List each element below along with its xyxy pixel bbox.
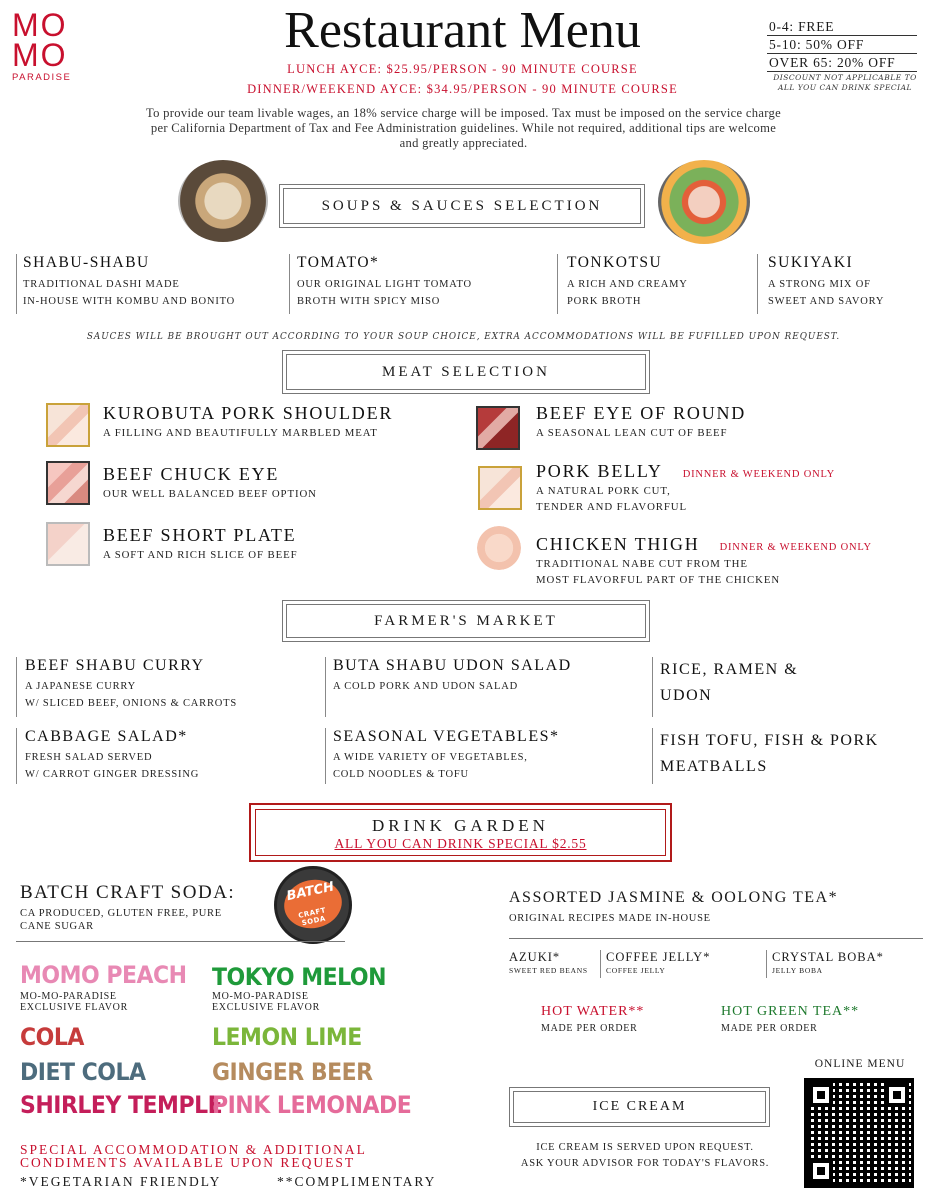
all-you-can-drink-special: ALL YOU CAN DRINK SPECIAL $2.55 — [334, 836, 587, 851]
qr-finder — [809, 1159, 833, 1183]
logo-line-3: PARADISE — [12, 72, 72, 83]
batch-soda-header — [20, 882, 280, 933]
batch-logo-subtext: CRAFT SODA — [297, 906, 327, 928]
divider — [16, 254, 17, 314]
meat-item — [103, 403, 463, 441]
divider — [600, 950, 601, 978]
online-menu-label: ONLINE MENU — [814, 1058, 906, 1070]
chuck-eye-image — [46, 461, 90, 505]
farmers-name: SEASONAL VEGETABLES* — [333, 728, 560, 745]
green-tea-item — [721, 1004, 911, 1034]
topping-item — [606, 950, 766, 976]
footer-special-line: CONDIMENTS AVAILABLE UPON REQUEST — [20, 1155, 356, 1170]
soup-desc: IN-HOUSE WITH KOMBU AND BONITO — [23, 296, 236, 307]
topping-desc: SWEET RED BEANS — [509, 966, 588, 975]
green-tea-desc: MADE PER ORDER — [721, 1023, 818, 1034]
flavor-name: MOMO PEACH — [20, 962, 187, 990]
meat-name: KUROBUTA PORK SHOULDER — [103, 403, 394, 423]
pork-belly-image — [478, 466, 522, 510]
logo-line-2: MO — [12, 37, 68, 73]
soup-desc: SWEET AND SAVORY — [768, 296, 885, 307]
ice-cream-note-line: ICE CREAM IS SERVED UPON REQUEST. — [536, 1142, 754, 1153]
drink-garden-heading — [249, 803, 672, 862]
soups-heading-text: SOUPS & SAUCES SELECTION — [283, 188, 641, 224]
divider — [652, 728, 653, 784]
farmers-item — [25, 728, 315, 783]
flavor-name: SHIRLEY TEMPLE — [20, 1092, 223, 1120]
footer-special-note — [20, 1143, 490, 1169]
farmers-name: MEATBALLS — [660, 758, 768, 775]
meat-desc: TENDER AND FLAVORFUL — [536, 501, 687, 513]
divider — [509, 938, 923, 939]
meat-name: PORK BELLY — [536, 461, 663, 481]
dinner-only-tag: DINNER & WEEKEND ONLY — [682, 469, 836, 480]
farmers-desc: A JAPANESE CURRY — [25, 681, 137, 692]
sauce-note: SAUCES WILL BE BROUGHT OUT ACCORDING TO YOUR SOUP CHOICE, EXTRA ACCOMMODATIONS WILL BE FUFILLED UPON REQUEST. — [86, 332, 841, 342]
batch-soda-desc: CA PRODUCED, GLUTEN FREE, PURE — [20, 908, 222, 919]
chicken-thigh-image — [477, 526, 521, 570]
pork-shoulder-image — [46, 403, 90, 447]
complimentary-legend: **COMPLIMENTARY — [277, 1174, 437, 1189]
divider — [652, 657, 653, 717]
meat-heading-text: MEAT SELECTION — [286, 354, 646, 390]
farmers-heading-text: FARMER'S MARKET — [286, 604, 646, 638]
flavor-desc: MO-MO-PARADISE — [20, 991, 117, 1002]
hot-water-item — [541, 1004, 711, 1034]
ice-cream-heading-text: ICE CREAM — [513, 1091, 766, 1123]
soup-name: TOMATO* — [297, 254, 380, 271]
meat-item — [103, 525, 463, 563]
divider — [757, 254, 758, 314]
divider — [16, 657, 17, 717]
batch-soda-title: BATCH CRAFT SODA: — [20, 882, 236, 903]
topping-name: COFFEE JELLY* — [606, 950, 711, 964]
lunch-price: LUNCH AYCE: $25.95/PERSON - 90 MINUTE COURSE — [287, 62, 638, 76]
soup-item — [23, 254, 283, 310]
soup-item — [768, 254, 918, 310]
meat-desc: A NATURAL PORK CUT, — [536, 485, 671, 497]
flavor-name: COLA — [20, 1024, 84, 1052]
soups-section-heading — [279, 184, 645, 228]
farmers-desc: A COLD PORK AND UDON SALAD — [333, 681, 519, 692]
meat-item — [536, 534, 916, 588]
ice-cream-heading — [509, 1087, 770, 1127]
meat-desc: TRADITIONAL NABE CUT FROM THE — [536, 558, 748, 570]
divider — [325, 657, 326, 717]
meat-desc: A SEASONAL LEAN CUT OF BEEF — [536, 427, 728, 439]
logo-line-1: MO — [12, 7, 68, 43]
batch-logo-text: BATCH — [280, 874, 347, 933]
tea-desc: ORIGINAL RECIPES MADE IN-HOUSE — [509, 913, 711, 924]
soup-desc: BROTH WITH SPICY MISO — [297, 296, 441, 307]
flavor-name: LEMON LIME — [212, 1024, 362, 1052]
flavor-name: TOKYO MELON — [212, 964, 387, 992]
farmers-name: FISH TOFU, FISH & PORK — [660, 732, 879, 749]
meat-name: CHICKEN THIGH — [536, 534, 700, 554]
meat-section-heading — [282, 350, 650, 394]
tea-title: ASSORTED JASMINE & OOLONG TEA* — [509, 889, 839, 906]
drink-garden-title: DRINK GARDEN — [372, 816, 549, 835]
farmers-item — [25, 657, 315, 712]
dinner-price: DINNER/WEEKEND AYCE: $34.95/PERSON - 90 MINUTE COURSE — [247, 82, 678, 96]
discount-table — [767, 18, 917, 72]
soda-flavor — [212, 964, 386, 1013]
meat-name: BEEF EYE OF ROUND — [536, 403, 747, 423]
soup-desc: A RICH AND CREAMY — [567, 279, 688, 290]
meat-item — [103, 464, 463, 502]
discount-note: DISCOUNT NOT APPLICABLE TO ALL YOU CAN DRINK SPECIAL — [773, 73, 917, 92]
flavor-desc: EXCLUSIVE FLAVOR — [212, 1002, 320, 1013]
topping-item — [772, 950, 922, 976]
meat-desc: MOST FLAVORFUL PART OF THE CHICKEN — [536, 574, 781, 586]
meat-item — [536, 403, 916, 441]
farmers-item — [660, 657, 920, 709]
farmers-desc: A WIDE VARIETY OF VEGETABLES, — [333, 752, 528, 763]
divider — [289, 254, 290, 314]
farmers-item — [333, 728, 643, 783]
ice-cream-note — [490, 1140, 800, 1172]
farmers-name: CABBAGE SALAD* — [25, 728, 188, 745]
page-title: Restaurant Menu — [284, 2, 641, 59]
farmers-name: UDON — [660, 687, 713, 704]
farmers-desc: W/ CARROT GINGER DRESSING — [25, 769, 200, 780]
divider — [16, 728, 17, 784]
qr-finder — [809, 1083, 833, 1107]
vegetarian-legend: *VEGETARIAN FRIENDLY — [20, 1174, 222, 1189]
meat-item — [536, 461, 916, 515]
divider — [557, 254, 558, 314]
topping-name: AZUKI* — [509, 950, 561, 964]
ice-cream-note-line: ASK YOUR ADVISOR FOR TODAY'S FLAVORS. — [520, 1158, 770, 1169]
flavor-desc: EXCLUSIVE FLAVOR — [20, 1002, 128, 1013]
soda-flavor — [20, 962, 187, 1013]
flavor-name: PINK LEMONADE — [212, 1092, 412, 1120]
short-plate-image — [46, 522, 90, 566]
farmers-item — [333, 657, 643, 695]
meat-desc: OUR WELL BALANCED BEEF OPTION — [103, 488, 317, 500]
service-charge-note: To provide our team livable wages, an 18% service charge will be imposed. Tax must be imposed on the service charge per California Department of Tax and Fee Administration guidelines. While not required, additional tips are welcome and greatly appreciated. — [146, 106, 781, 150]
farmers-market-heading — [282, 600, 650, 642]
discount-row: 5-10: 50% OFF — [767, 36, 917, 54]
batch-soda-desc: CANE SUGAR — [20, 921, 94, 932]
hotpot-image — [178, 160, 268, 242]
eye-of-round-image — [476, 406, 520, 450]
soup-item — [297, 254, 547, 310]
meat-name: BEEF SHORT PLATE — [103, 525, 297, 545]
soup-name: SHABU-SHABU — [23, 254, 150, 271]
divider — [16, 941, 345, 942]
divider — [766, 950, 767, 978]
hotpot-image — [658, 160, 750, 244]
soup-name: SUKIYAKI — [768, 254, 854, 271]
green-tea-name: HOT GREEN TEA** — [721, 1004, 860, 1019]
qr-code-icon[interactable] — [804, 1078, 914, 1188]
soup-name: TONKOTSU — [567, 254, 663, 271]
footer-special-line: SPECIAL ACCOMMODATION & ADDITIONAL — [20, 1142, 367, 1157]
flavor-name: DIET COLA — [20, 1059, 146, 1087]
topping-item — [509, 950, 601, 976]
farmers-name: RICE, RAMEN & — [660, 661, 799, 678]
batch-logo — [274, 866, 352, 944]
topping-desc: COFFEE JELLY — [606, 966, 666, 975]
flavor-desc: MO-MO-PARADISE — [212, 991, 309, 1002]
flavor-name: GINGER BEER — [212, 1059, 373, 1087]
discount-row: 0-4: FREE — [767, 18, 917, 36]
farmers-desc: W/ SLICED BEEF, ONIONS & CARROTS — [25, 698, 238, 709]
soup-desc: A STRONG MIX OF — [768, 279, 871, 290]
dinner-only-tag: DINNER & WEEKEND ONLY — [719, 542, 872, 553]
divider — [325, 728, 326, 784]
soup-item — [567, 254, 747, 310]
farmers-name: BEEF SHABU CURRY — [25, 657, 205, 674]
hot-water-name: HOT WATER** — [541, 1004, 645, 1019]
tea-section — [509, 889, 919, 924]
meat-desc: A FILLING AND BEAUTIFULLY MARBLED MEAT — [103, 427, 378, 439]
meat-desc: A SOFT AND RICH SLICE OF BEEF — [103, 549, 298, 561]
farmers-item — [660, 728, 920, 780]
meat-name: BEEF CHUCK EYE — [103, 464, 280, 484]
soup-desc: PORK BROTH — [567, 296, 642, 307]
topping-desc: JELLY BOBA — [772, 966, 823, 975]
topping-name: CRYSTAL BOBA* — [772, 950, 884, 964]
momo-paradise-logo — [12, 7, 84, 83]
farmers-desc: COLD NOODLES & TOFU — [333, 769, 469, 780]
qr-finder — [885, 1083, 909, 1107]
farmers-name: BUTA SHABU UDON SALAD — [333, 657, 572, 674]
soup-desc: TRADITIONAL DASHI MADE — [23, 279, 180, 290]
discount-row: OVER 65: 20% OFF — [767, 54, 917, 72]
soup-desc: OUR ORIGINAL LIGHT TOMATO — [297, 279, 472, 290]
farmers-desc: FRESH SALAD SERVED — [25, 752, 153, 763]
hot-water-desc: MADE PER ORDER — [541, 1023, 638, 1034]
